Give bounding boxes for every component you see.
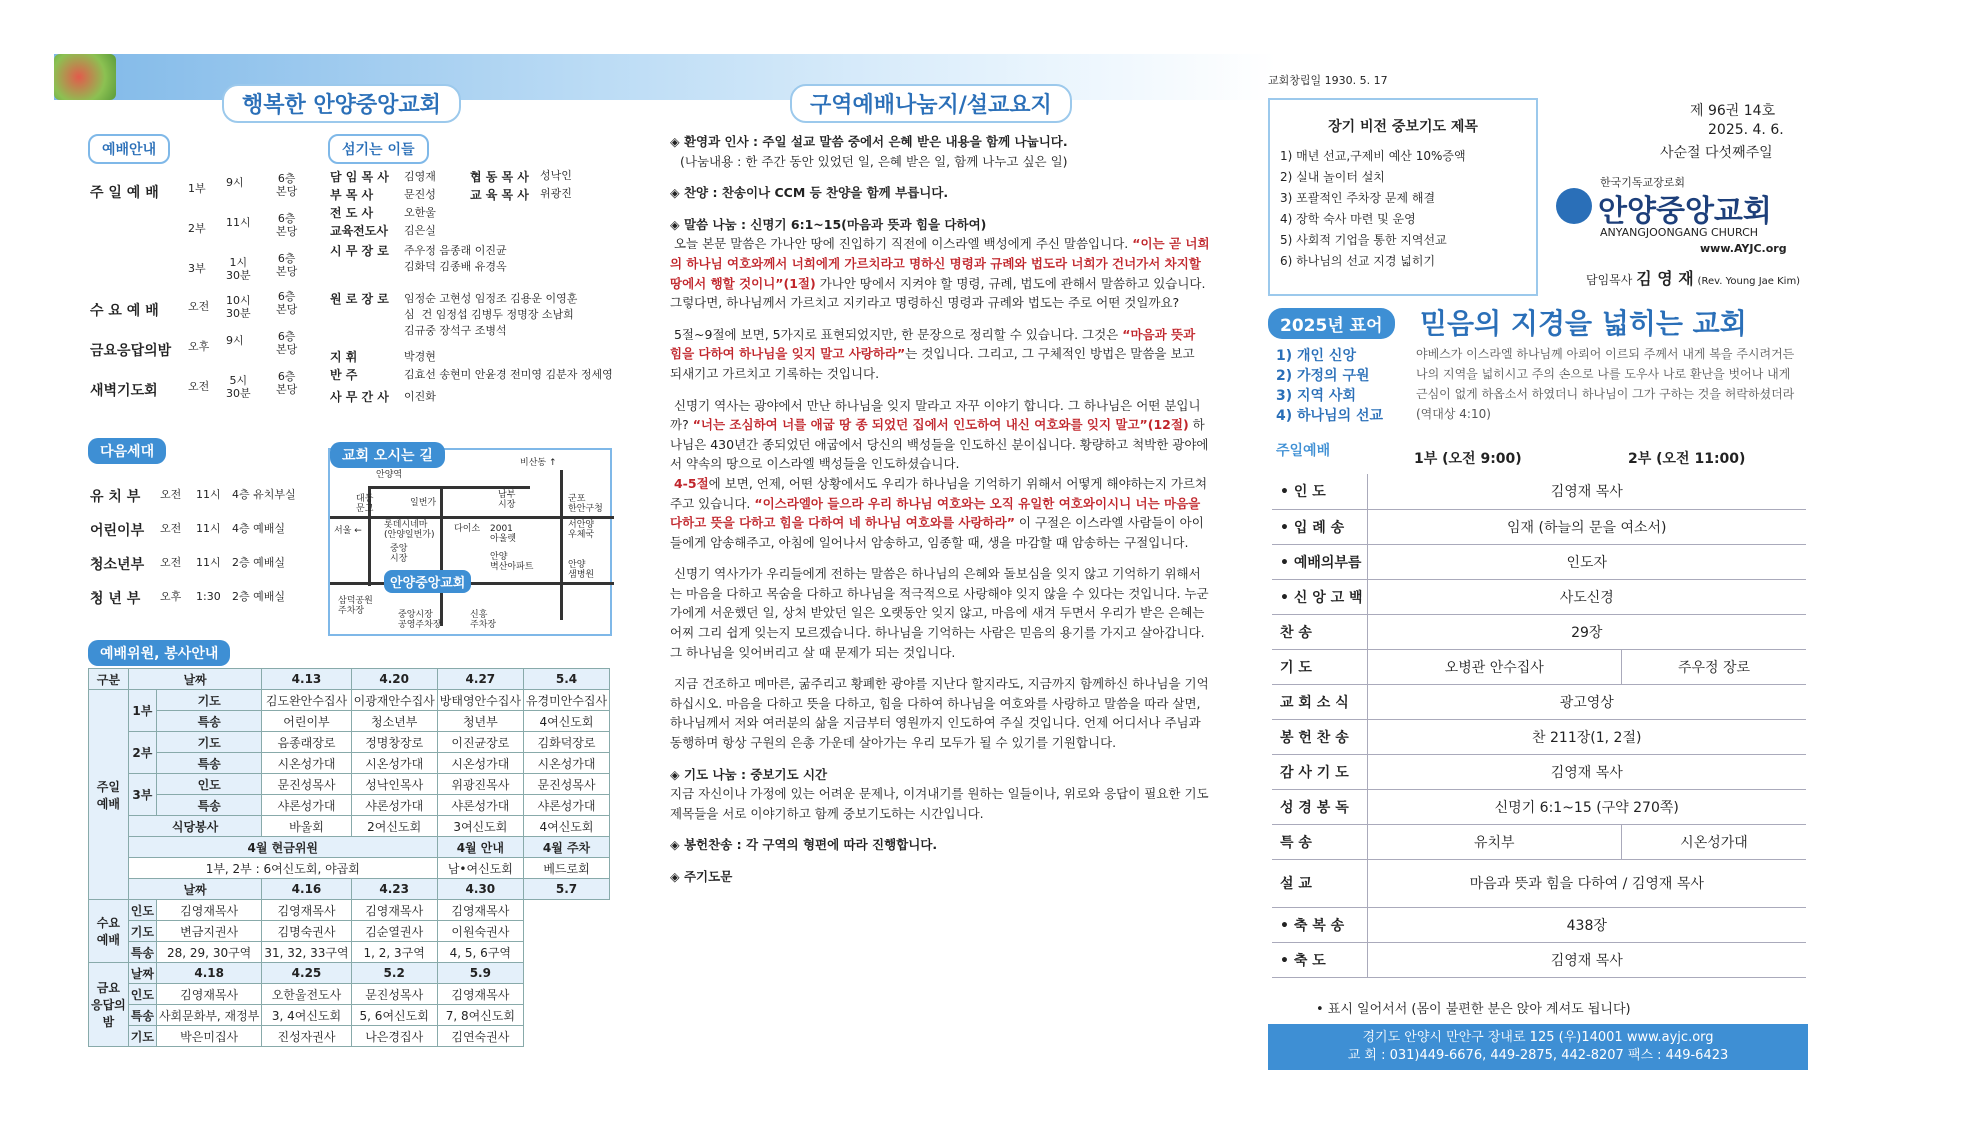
table-cell: 4.18 — [156, 963, 261, 984]
motto: 믿음의 지경을 넓히는 교회 — [1420, 307, 1747, 340]
map-label: 2001 아울렛 — [490, 524, 517, 544]
order-label-cell: • 입 례 송 — [1272, 509, 1367, 544]
table-row — [89, 942, 610, 963]
paragraph-5: 신명기 역사가가 우리들에게 전하는 말씀은 하나님의 은혜와 돌보심을 잊지 않고 기억하기 위해서는 마음을 다하고 목숨을 다하고 하나님을 적극적으로 사랑해야 잊지 않을 수 있다는 것입니다. 누군가에게 서운했던 일, 상처 받았던 일은 오랫동안 잊지 않고, 마음에 새겨 두면서 우리가 받은 은혜는 어찌 그리 쉽게 잊는지 모르겠습니다. 하나님을 기억하는 사람은 믿음의 용기를 가지고 살아갑니다. 그 하나님을 잊어버리고 살 때 문제가 되는 것입니다. — [670, 566, 1209, 660]
worship-place: 6층 본당 — [276, 330, 298, 356]
map-label: 군포 한안구청 — [568, 494, 603, 514]
worship-place: 6층 본당 — [276, 252, 298, 278]
table-cell: 이광재안수집사 — [351, 690, 437, 711]
map-label: 안양 샘병원 — [568, 560, 595, 580]
server-names: 오한울 — [404, 206, 436, 219]
next-gen-place: 4층 예배실 — [232, 522, 285, 535]
map-label: 서안양 우체국 — [568, 520, 595, 540]
vision-box — [1268, 98, 1538, 296]
worship-part: 1부 — [188, 182, 206, 195]
order-row — [1272, 579, 1806, 614]
hand-leaf-image — [54, 54, 116, 100]
map-label: 신흥 주차장 — [470, 610, 497, 630]
table-cell: 방태영안수집사 — [437, 690, 523, 711]
table-cell: 문진성목사 — [351, 984, 437, 1005]
server-role: 반 주 — [330, 368, 358, 382]
vision-item: 4) 장학 숙사 마련 및 운영 — [1280, 212, 1416, 226]
order-value-cell: 사도신경 — [1367, 579, 1806, 614]
table-cell: 5, 6여신도회 — [351, 1005, 437, 1026]
map-label: 비산동 ↑ — [520, 458, 557, 468]
motto-point: 4) 하나님의 선교 — [1276, 408, 1384, 424]
server-names: 김은실 — [404, 224, 436, 237]
table-row — [89, 774, 610, 795]
worship-name: 금요응답의밤 — [90, 343, 172, 359]
next-gen-place: 4층 유치부실 — [232, 488, 296, 501]
table-row — [89, 753, 610, 774]
table-cell: 28, 29, 30구역 — [156, 942, 261, 963]
order-row — [1272, 907, 1806, 942]
table-cell: 오한울전도사 — [262, 984, 351, 1005]
duty-tag: 예배위원, 봉사안내 — [88, 640, 230, 666]
motto-tag: 2025년 표어 — [1268, 308, 1395, 339]
table-cell: 이진균장로 — [437, 732, 523, 753]
issue-date: 2025. 4. 6. — [1708, 122, 1784, 138]
vision-item: 3) 포괄적인 주차장 문제 해결 — [1280, 191, 1436, 205]
map-label: 안양 벽산아파트 — [490, 552, 534, 572]
table-cell: 4여신도회 — [523, 711, 609, 732]
order-label-cell: 기 도 — [1272, 649, 1367, 684]
table-cell: 4여신도회 — [523, 816, 609, 837]
table-cell: 샤론성가대 — [437, 795, 523, 816]
table-cell: 4.20 — [351, 669, 437, 690]
motto-point: 3) 지역 사회 — [1276, 388, 1356, 404]
order-value-cell: 438장 — [1367, 907, 1806, 942]
table-row — [89, 900, 610, 921]
table-cell: 변금지권사 — [156, 921, 261, 942]
order-value-cell: 김영재 목사 — [1367, 754, 1806, 789]
map-tag: 교회 오시는 길 — [330, 442, 445, 468]
worship-name: 주 일 예 배 — [90, 185, 159, 201]
order-row — [1272, 474, 1806, 509]
vision-item: 6) 하나님의 선교 지경 넓히기 — [1280, 254, 1436, 268]
server-names: 성낙인 — [540, 169, 572, 182]
lords-prayer-line: ◈ 주기도문 — [670, 869, 733, 884]
order-label-cell: • 축 도 — [1272, 942, 1367, 977]
welcome-line: ◈ 환영과 인사 : 주일 설교 말씀 중에서 은혜 받은 내용을 함께 나눕니다. — [670, 134, 1068, 149]
server-names: 박경현 — [404, 350, 436, 363]
table-cell: 5.2 — [351, 963, 437, 984]
next-gen-ampm: 오전 — [160, 556, 182, 569]
order-table — [1272, 474, 1806, 978]
denomination: 한국기독교장로회 — [1600, 176, 1686, 189]
table-cell: 바울회 — [262, 816, 351, 837]
worship-name: 새벽기도회 — [90, 383, 158, 399]
table-cell: 4, 5, 6구역 — [437, 942, 523, 963]
map-label: 일번가 — [410, 498, 437, 508]
table-cell: 시온성가대 — [437, 753, 523, 774]
worship-time: 10시 30분 — [226, 294, 251, 320]
order-value-cell: 김영재 목사 — [1367, 474, 1806, 509]
table-cell: 4.16 — [262, 879, 351, 900]
church-name: 안양중앙교회 — [1598, 194, 1772, 229]
table-cell: 1, 2, 3구역 — [351, 942, 437, 963]
prayer-text: 지금 자신이나 가정에 있는 어려운 문제나, 이겨내기를 원하는 일들이나, 위로와 응답이 필요한 기도제목들을 서로 이야기하고 함께 중보기도하는 시간입니다. — [670, 786, 1209, 821]
table-row — [89, 858, 610, 879]
order-value-cell: 찬 211장(1, 2절) — [1367, 719, 1806, 754]
table-cell: 진성자권사 — [262, 1026, 351, 1047]
order-label-cell: • 예배의부름 — [1272, 544, 1367, 579]
table-cell: 김연숙권사 — [437, 1026, 523, 1047]
table-cell: 김도완안수집사 — [262, 690, 351, 711]
table-row — [89, 669, 610, 690]
next-gen-place: 2층 예배실 — [232, 590, 285, 603]
order-label-cell: • 축 복 송 — [1272, 907, 1367, 942]
server-names: 위광진 — [540, 187, 572, 200]
table-cell: 수요 예배 — [89, 900, 129, 963]
next-gen-ampm: 오전 — [160, 488, 182, 501]
praise-line: ◈ 찬양 : 찬송이나 CCM 등 찬양을 함께 부릅니다. — [670, 185, 949, 201]
table-cell: 4월 안내 — [437, 837, 523, 858]
order-row — [1272, 649, 1806, 684]
table-cell: 7, 8여신도회 — [437, 1005, 523, 1026]
table-cell: 샤론성가대 — [262, 795, 351, 816]
server-names: 주우정 음종래 이진균 김화덕 김종배 유경옥 — [404, 244, 507, 273]
next-gen-name: 유 치 부 — [90, 489, 141, 505]
prayer-title: ◈ 기도 나눔 : 중보기도 시간 — [670, 766, 828, 782]
vision-item: 1) 매년 선교,구제비 예산 10%증액 — [1280, 149, 1466, 163]
order-label-cell: 성 경 봉 독 — [1272, 789, 1367, 824]
paragraph-3: 신명기 역사는 광야에서 만난 하나님을 잊지 말라고 자꾸 이야기 합니다. 그 하나님은 어떤 분입니까? “너는 조심하여 너를 애굽 땅 종 되었던 집에서 인도하여 내신 여호와를 잊지 말고”(12절) 하나님은 430년간 종되었던 애굽에서 당신의 백성들을 인도하신 분이십니다. 황량하고 척박한 광야에서 약속의 땅으로 이스라엘 백성들을 인도하셨습니다. — [670, 397, 1209, 472]
table-cell: 김화덕장로 — [523, 732, 609, 753]
order-value-cell: 신명기 6:1~15 (구약 270쪽) — [1367, 789, 1806, 824]
table-cell: 주일 예배 — [89, 690, 129, 900]
table-cell: 2여신도회 — [351, 816, 437, 837]
next-gen-time: 11시 — [196, 488, 221, 501]
table-cell: 기도 — [156, 690, 261, 711]
order-label-cell: • 인 도 — [1272, 474, 1367, 509]
table-cell: 시온성가대 — [262, 753, 351, 774]
paragraph-6: 지금 건조하고 메마른, 굶주리고 황폐한 광야를 지난다 할지라도, 지금까지 함께하신 하나님을 기억하십시오. 마음을 다하고 뜻을 다하고, 힘을 다하여 하나님을 여호와를 사랑하고 말씀을 따라 살면, 하나님께서 저와 여러분의 삶을 지금부터 영원까지 인도하여 주실 것입니다. 언제 어디서나 주님과 동행하며 항상 구원의 은총 가운데 살아가는 우리 모두가 될 수 있기를 기원합니다. — [670, 676, 1209, 751]
table-cell: 4.25 — [262, 963, 351, 984]
next-gen-name: 어린이부 — [90, 523, 145, 539]
table-cell: 유경미안수집사 — [523, 690, 609, 711]
order-row — [1272, 942, 1806, 977]
table-cell: 시온성가대 — [523, 753, 609, 774]
table-cell: 5.9 — [437, 963, 523, 984]
map-label: 남부 시장 — [498, 490, 516, 510]
paragraph-1: 오늘 본문 말씀은 가나안 땅에 진입하기 직전에 이스라엘 백성에게 주신 말씀입니다. “이는 곧 너희의 하나님 여호와께서 너희에게 가르치라고 명하신 명령과 규례와 법도라 너희가 건너가서 차지할 땅에서 행할 것이니”(1절) 가나안 땅에서 지켜야 할 명령, 규례, 법도에 관해서 말씀하고 있습니다. 그렇다면, 하나님께서 가르치고 지키라고 명령하신 명령과 규례와 법도는 주로 어떤 것일까요? — [670, 236, 1210, 311]
table-cell: 31, 32, 33구역 — [262, 942, 351, 963]
order-value-cell: 시온성가대 — [1621, 824, 1806, 859]
table-cell: 김영재목사 — [437, 984, 523, 1005]
table-cell: 김영재목사 — [437, 900, 523, 921]
server-role: 교육전도사 — [330, 224, 388, 238]
table-cell: 기도 — [128, 1026, 156, 1047]
server-role: 시 무 장 로 — [330, 244, 389, 258]
worship-part: 오전 — [188, 380, 210, 393]
table-row — [89, 711, 610, 732]
motto-verse: 야베스가 이스라엘 하나님께 아뢰어 이르되 주께서 내게 복을 주시려거든 나의 지역을 넓히시고 주의 손으로 나를 도우사 나로 환난을 벗어나 내게 근심이 없게 하옵소서 하였더니 하나님이 그가 구하는 것을 허락하셨더라 (역대상 4:10) — [1416, 347, 1795, 421]
order-row — [1272, 509, 1806, 544]
worship-place: 6층 본당 — [276, 212, 298, 238]
duty-table — [88, 668, 610, 1047]
order-row — [1272, 544, 1806, 579]
worship-time: 9시 — [226, 334, 244, 347]
server-role: 지 휘 — [330, 350, 358, 364]
worship-place: 6층 본당 — [276, 290, 298, 316]
table-cell: 문진성목사 — [262, 774, 351, 795]
footer-contact — [1268, 1024, 1808, 1070]
server-names: 문진성 — [404, 188, 436, 201]
table-cell: 금요 응답의 밤 — [89, 963, 129, 1047]
table-cell: 4.30 — [437, 879, 523, 900]
order-col1: 1부 (오전 9:00) — [1414, 451, 1522, 467]
table-cell: 문진성목사 — [523, 774, 609, 795]
table-row — [89, 837, 610, 858]
order-label: 주일예배 — [1276, 443, 1331, 459]
church-website: www.AYJC.org — [1700, 242, 1787, 255]
server-role: 전 도 사 — [330, 206, 374, 220]
order-note: • 표시 일어서서 (몸이 불편한 분은 앉아 계셔도 됩니다) — [1316, 1002, 1631, 1017]
table-cell: 샤론성가대 — [351, 795, 437, 816]
order-label-cell: 감 사 기 도 — [1272, 754, 1367, 789]
map-label: 중앙 시장 — [390, 544, 408, 564]
table-cell: 음종래장로 — [262, 732, 351, 753]
table-cell: 인도 — [128, 984, 156, 1005]
next-gen-name: 청 년 부 — [90, 591, 141, 607]
order-value-cell: 오병관 안수집사 — [1367, 649, 1621, 684]
map-label: 서울 ← — [334, 526, 362, 536]
order-row — [1272, 719, 1806, 754]
map-label: 삼덕공원 주차장 — [338, 596, 373, 616]
table-cell: 인도 — [128, 900, 156, 921]
server-names: 임정순 고현성 임정조 김용운 이영훈 심 건 임정섭 김병두 정명장 소남희 김규중 장석구 조병석 — [404, 292, 578, 337]
table-cell: 1부 — [128, 690, 156, 732]
table-cell: 정명창장로 — [351, 732, 437, 753]
table-cell: 특송 — [156, 711, 261, 732]
order-value-cell: 29장 — [1367, 614, 1806, 649]
left-title: 행복한 안양중앙교회 — [222, 84, 461, 123]
table-cell: 구분 — [89, 669, 129, 690]
worship-time: 11시 — [226, 216, 251, 229]
table-cell: 청년부 — [437, 711, 523, 732]
order-value-cell: 광고영상 — [1367, 684, 1806, 719]
founded-date: 교회창립일 1930. 5. 17 — [1268, 74, 1388, 87]
table-cell: 이원숙권사 — [437, 921, 523, 942]
table-row — [89, 963, 610, 984]
table-cell: 인도 — [156, 774, 261, 795]
table-cell: 샤론성가대 — [523, 795, 609, 816]
mid-title: 구역예배나눔지/설교요지 — [790, 84, 1072, 123]
table-cell: 5.7 — [523, 879, 609, 900]
liturgical-week: 사순절 다섯째주일 — [1660, 145, 1773, 161]
map-label: 다이소 — [454, 524, 481, 534]
next-gen-tag: 다음세대 — [88, 438, 166, 464]
server-role: 교 육 목 사 — [470, 188, 529, 202]
next-gen-ampm: 오후 — [160, 590, 182, 603]
worship-time: 9시 — [226, 176, 244, 189]
server-role: 부 목 사 — [330, 188, 374, 202]
worship-place: 6층 본당 — [276, 172, 298, 198]
table-cell: 김명숙권사 — [262, 921, 351, 942]
address: 경기도 안양시 만안구 장내로 125 (우)14001 www.ayjc.org — [1362, 1030, 1714, 1045]
next-gen-time: 1:30 — [196, 590, 221, 603]
table-cell: 특송 — [156, 753, 261, 774]
table-cell: 특송 — [128, 1005, 156, 1026]
table-cell: 기도 — [128, 921, 156, 942]
worship-place: 6층 본당 — [276, 370, 298, 396]
table-cell: 날짜 — [128, 669, 262, 690]
server-names: 김효선 송현미 안윤경 전미영 김분자 정세영 — [404, 368, 613, 381]
worship-guide-tag: 예배안내 — [88, 134, 170, 164]
server-role: 담 임 목 사 — [330, 170, 389, 184]
table-cell: 4월 현금위원 — [128, 837, 437, 858]
order-row — [1272, 614, 1806, 649]
table-cell: 김영재목사 — [156, 900, 261, 921]
table-cell: 시온성가대 — [351, 753, 437, 774]
welcome-note: (나눔내용 : 한 주간 동안 있었던 일, 은혜 받은 일, 함께 나누고 싶은 일) — [680, 153, 1068, 169]
table-row — [89, 879, 610, 900]
next-gen-name: 청소년부 — [90, 557, 145, 573]
order-row — [1272, 824, 1806, 859]
paragraph-4: 4-5절에 보면, 언제, 어떤 상황에서도 우리가 하나님을 기억하기 위해서 어떻게 해야하는지 가르쳐 주고 있습니다. “이스라엘아 들으라 우리 하나님 여호와는 오직 유일한 여호와이시니 너는 마음을 다하고 뜻을 다하고 힘을 다하여 네 하나님 여호와를 사랑하라” 이 구절은 이스라엘 사람들이 아이들에게 암송해주고, 아침에 일어나서 암송하고, 임종할 때, 생을 마감할 때 암송하는 구절입니다. — [670, 475, 1208, 550]
table-cell: 1부, 2부 : 6여신도회, 야곱회 — [128, 858, 437, 879]
table-cell: 남•여신도회 — [437, 858, 523, 879]
order-value-cell: 김영재 목사 — [1367, 942, 1806, 977]
map-label: 안양역 — [376, 470, 403, 480]
order-row — [1272, 754, 1806, 789]
order-label-cell: 교 회 소 식 — [1272, 684, 1367, 719]
table-cell: 김영재목사 — [156, 984, 261, 1005]
vision-title: 장기 비전 중보기도 제목 — [1328, 119, 1478, 135]
order-label-cell: 특 송 — [1272, 824, 1367, 859]
table-cell: 김영재목사 — [351, 900, 437, 921]
table-cell: 나은경집사 — [351, 1026, 437, 1047]
map-label: 중앙시장 공영주차장 — [398, 610, 442, 630]
servers-tag: 섬기는 이들 — [328, 134, 429, 164]
table-row — [89, 984, 610, 1005]
motto-point: 1) 개인 신앙 — [1276, 348, 1356, 364]
volume: 제 96권 14호 — [1690, 103, 1776, 119]
church-logo-icon — [1556, 188, 1592, 224]
table-row — [89, 1026, 610, 1047]
sermon-summary — [670, 132, 1210, 887]
table-cell: 특송 — [156, 795, 261, 816]
map-label: 롯데시네마 (안양일번가) — [384, 520, 435, 540]
table-cell: 3여신도회 — [437, 816, 523, 837]
order-col2: 2부 (오전 11:00) — [1628, 451, 1746, 467]
vision-item: 2) 실내 놀이터 설치 — [1280, 170, 1385, 184]
server-role: 협 동 목 사 — [470, 170, 529, 184]
table-cell: 4월 주차 — [523, 837, 609, 858]
table-row — [89, 816, 610, 837]
table-row — [89, 921, 610, 942]
table-row — [89, 690, 610, 711]
order-label-cell: 봉 헌 찬 송 — [1272, 719, 1367, 754]
table-cell: 식당봉사 — [128, 816, 262, 837]
map-church-label: 안양중앙교회 — [384, 570, 471, 593]
table-cell: 4.13 — [262, 669, 351, 690]
server-role: 원 로 장 로 — [330, 292, 389, 306]
worship-name: 수 요 예 배 — [90, 303, 159, 319]
table-cell: 어린이부 — [262, 711, 351, 732]
worship-part: 오후 — [188, 340, 210, 353]
table-cell: 특송 — [128, 942, 156, 963]
server-names: 김영재 — [404, 170, 436, 183]
table-cell: 3, 4여신도회 — [262, 1005, 351, 1026]
table-row — [89, 1005, 610, 1026]
table-cell: 4.23 — [351, 879, 437, 900]
table-cell: 5.4 — [523, 669, 609, 690]
table-cell: 베드로회 — [523, 858, 609, 879]
next-gen-place: 2층 예배실 — [232, 556, 285, 569]
vision-item: 5) 사회적 기업을 통한 지역선교 — [1280, 233, 1447, 247]
server-names: 이진화 — [404, 390, 436, 403]
worship-time: 1시 30분 — [226, 256, 251, 282]
table-cell: 김영재목사 — [262, 900, 351, 921]
order-value-cell: 유치부 — [1367, 824, 1621, 859]
order-value-cell: 주우정 장로 — [1621, 649, 1806, 684]
order-value-cell: 임재 (하늘의 문을 여소서) — [1367, 509, 1806, 544]
table-cell: 날짜 — [128, 879, 262, 900]
next-gen-time: 11시 — [196, 522, 221, 535]
table-cell: 김순열권사 — [351, 921, 437, 942]
order-label-cell: • 신 앙 고 백 — [1272, 579, 1367, 614]
worship-part: 3부 — [188, 262, 206, 275]
next-gen-ampm: 오전 — [160, 522, 182, 535]
table-cell: 2부 — [128, 732, 156, 774]
offering-line: ◈ 봉헌찬송 : 각 구역의 형편에 따라 진행합니다. — [670, 837, 938, 853]
table-cell: 박은미집사 — [156, 1026, 261, 1047]
motto-point: 2) 가정의 구원 — [1276, 368, 1370, 384]
worship-part: 오전 — [188, 300, 210, 313]
table-cell: 사회문화부, 재정부 — [156, 1005, 261, 1026]
word-title: ◈ 말씀 나눔 : 신명기 6:1~15(마음과 뜻과 힘을 다하여) — [670, 216, 987, 232]
table-cell: 위광진목사 — [437, 774, 523, 795]
map-label: 대동 문고 — [356, 494, 374, 514]
table-cell: 청소년부 — [351, 711, 437, 732]
pastor-line: 담임목사 김 영 재 (Rev. Young Jae Kim) — [1586, 269, 1801, 288]
order-value-cell: 인도자 — [1367, 544, 1806, 579]
order-row — [1272, 789, 1806, 824]
paragraph-2: 5절~9절에 보면, 5가지로 표현되었지만, 한 문장으로 정리할 수 있습니다. 그것은 “마음과 뜻과 힘을 다하여 하나님을 잊지 말고 사랑하라”는 것입니다. 그리고, 그 구체적인 방법은 말씀을 보고 되새기고 가르치고 기록하는 것입니다. — [670, 326, 1196, 381]
table-row — [89, 795, 610, 816]
order-label-cell: 설 교 — [1272, 859, 1367, 907]
order-label-cell: 찬 송 — [1272, 614, 1367, 649]
table-cell: 성낙인목사 — [351, 774, 437, 795]
order-row — [1272, 684, 1806, 719]
table-cell: 기도 — [156, 732, 261, 753]
order-value-cell: 마음과 뜻과 힘을 다하여 / 김영재 목사 — [1367, 859, 1806, 907]
order-row — [1272, 859, 1806, 907]
telephone: 교 회 : 031)449-6676, 449-2875, 442-8207 팩스 : 449-6423 — [1347, 1048, 1729, 1063]
worship-part: 2부 — [188, 222, 206, 235]
table-cell: 4.27 — [437, 669, 523, 690]
table-cell: 3부 — [128, 774, 156, 816]
church-english-name: ANYANGJOONGANG CHURCH — [1600, 226, 1759, 239]
next-gen-time: 11시 — [196, 556, 221, 569]
server-role: 사 무 간 사 — [330, 390, 389, 404]
table-row — [89, 732, 610, 753]
table-cell: 날짜 — [128, 963, 156, 984]
worship-time: 5시 30분 — [226, 374, 251, 400]
